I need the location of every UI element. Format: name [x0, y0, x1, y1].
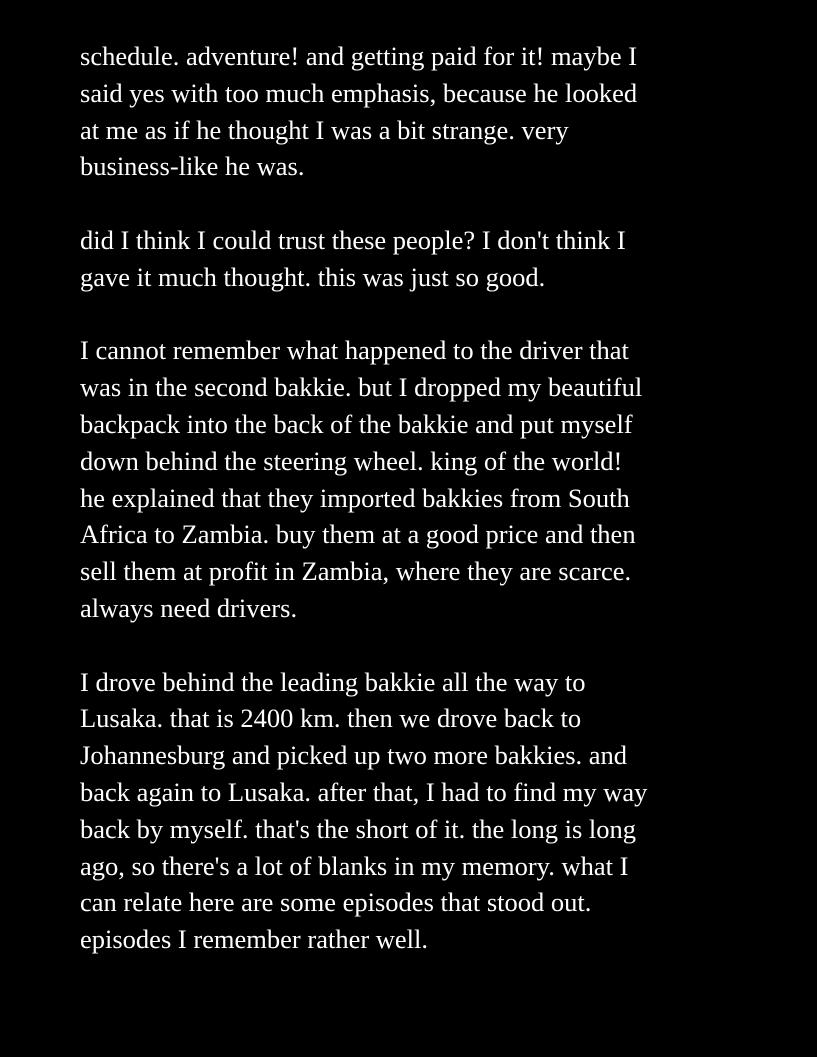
text-line: Africa to Zambia. buy them at a good price and then [80, 519, 636, 550]
paragraph-2 [80, 222, 780, 296]
text-line: he explained that they imported bakkies from South [80, 482, 630, 513]
text-line: episodes I remember rather well. [80, 924, 429, 955]
text-line: backpack into the back of the bakkie and put myself [80, 408, 633, 439]
paragraph-1 [80, 38, 780, 185]
text-line: back by myself. that's the short of it. the long is long [80, 813, 637, 844]
text-line: gave it much thought. this was just so good. [80, 261, 546, 292]
text-line: at me as if he thought I was a bit strange. very [80, 114, 569, 145]
text-line: Johannesburg and picked up two more bakkies. and [80, 740, 628, 771]
text-line: said yes with too much emphasis, because he looked [80, 77, 638, 108]
text-line: schedule. adventure! and getting paid for it! maybe I [80, 41, 638, 71]
text-line: always need drivers. [80, 592, 298, 623]
text-line: ago, so there's a lot of blanks in my memory. what I [80, 850, 629, 881]
text-line: sell them at profit in Zambia, where they are scarce. [80, 556, 632, 587]
text-line: Lusaka. that is 2400 km. then we drove back to [80, 703, 582, 734]
text-line: business-like he was. [80, 151, 305, 182]
text-line: I drove behind the leading bakkie all the way to [80, 666, 586, 697]
text-line: down behind the steering wheel. king of the world! [80, 445, 623, 476]
story-text [80, 38, 780, 995]
text-line: I cannot remember what happened to the driver that [80, 335, 629, 366]
text-line: can relate here are some episodes that stood out. [80, 887, 592, 918]
text-line: was in the second bakkie. but I dropped my beautiful [80, 372, 643, 403]
paragraph-3 [80, 332, 780, 626]
text-line: did I think I could trust these people? I don't think I [80, 224, 626, 255]
text-line: back again to Lusaka. after that, I had to find my way [80, 776, 648, 807]
paragraph-4 [80, 664, 780, 958]
